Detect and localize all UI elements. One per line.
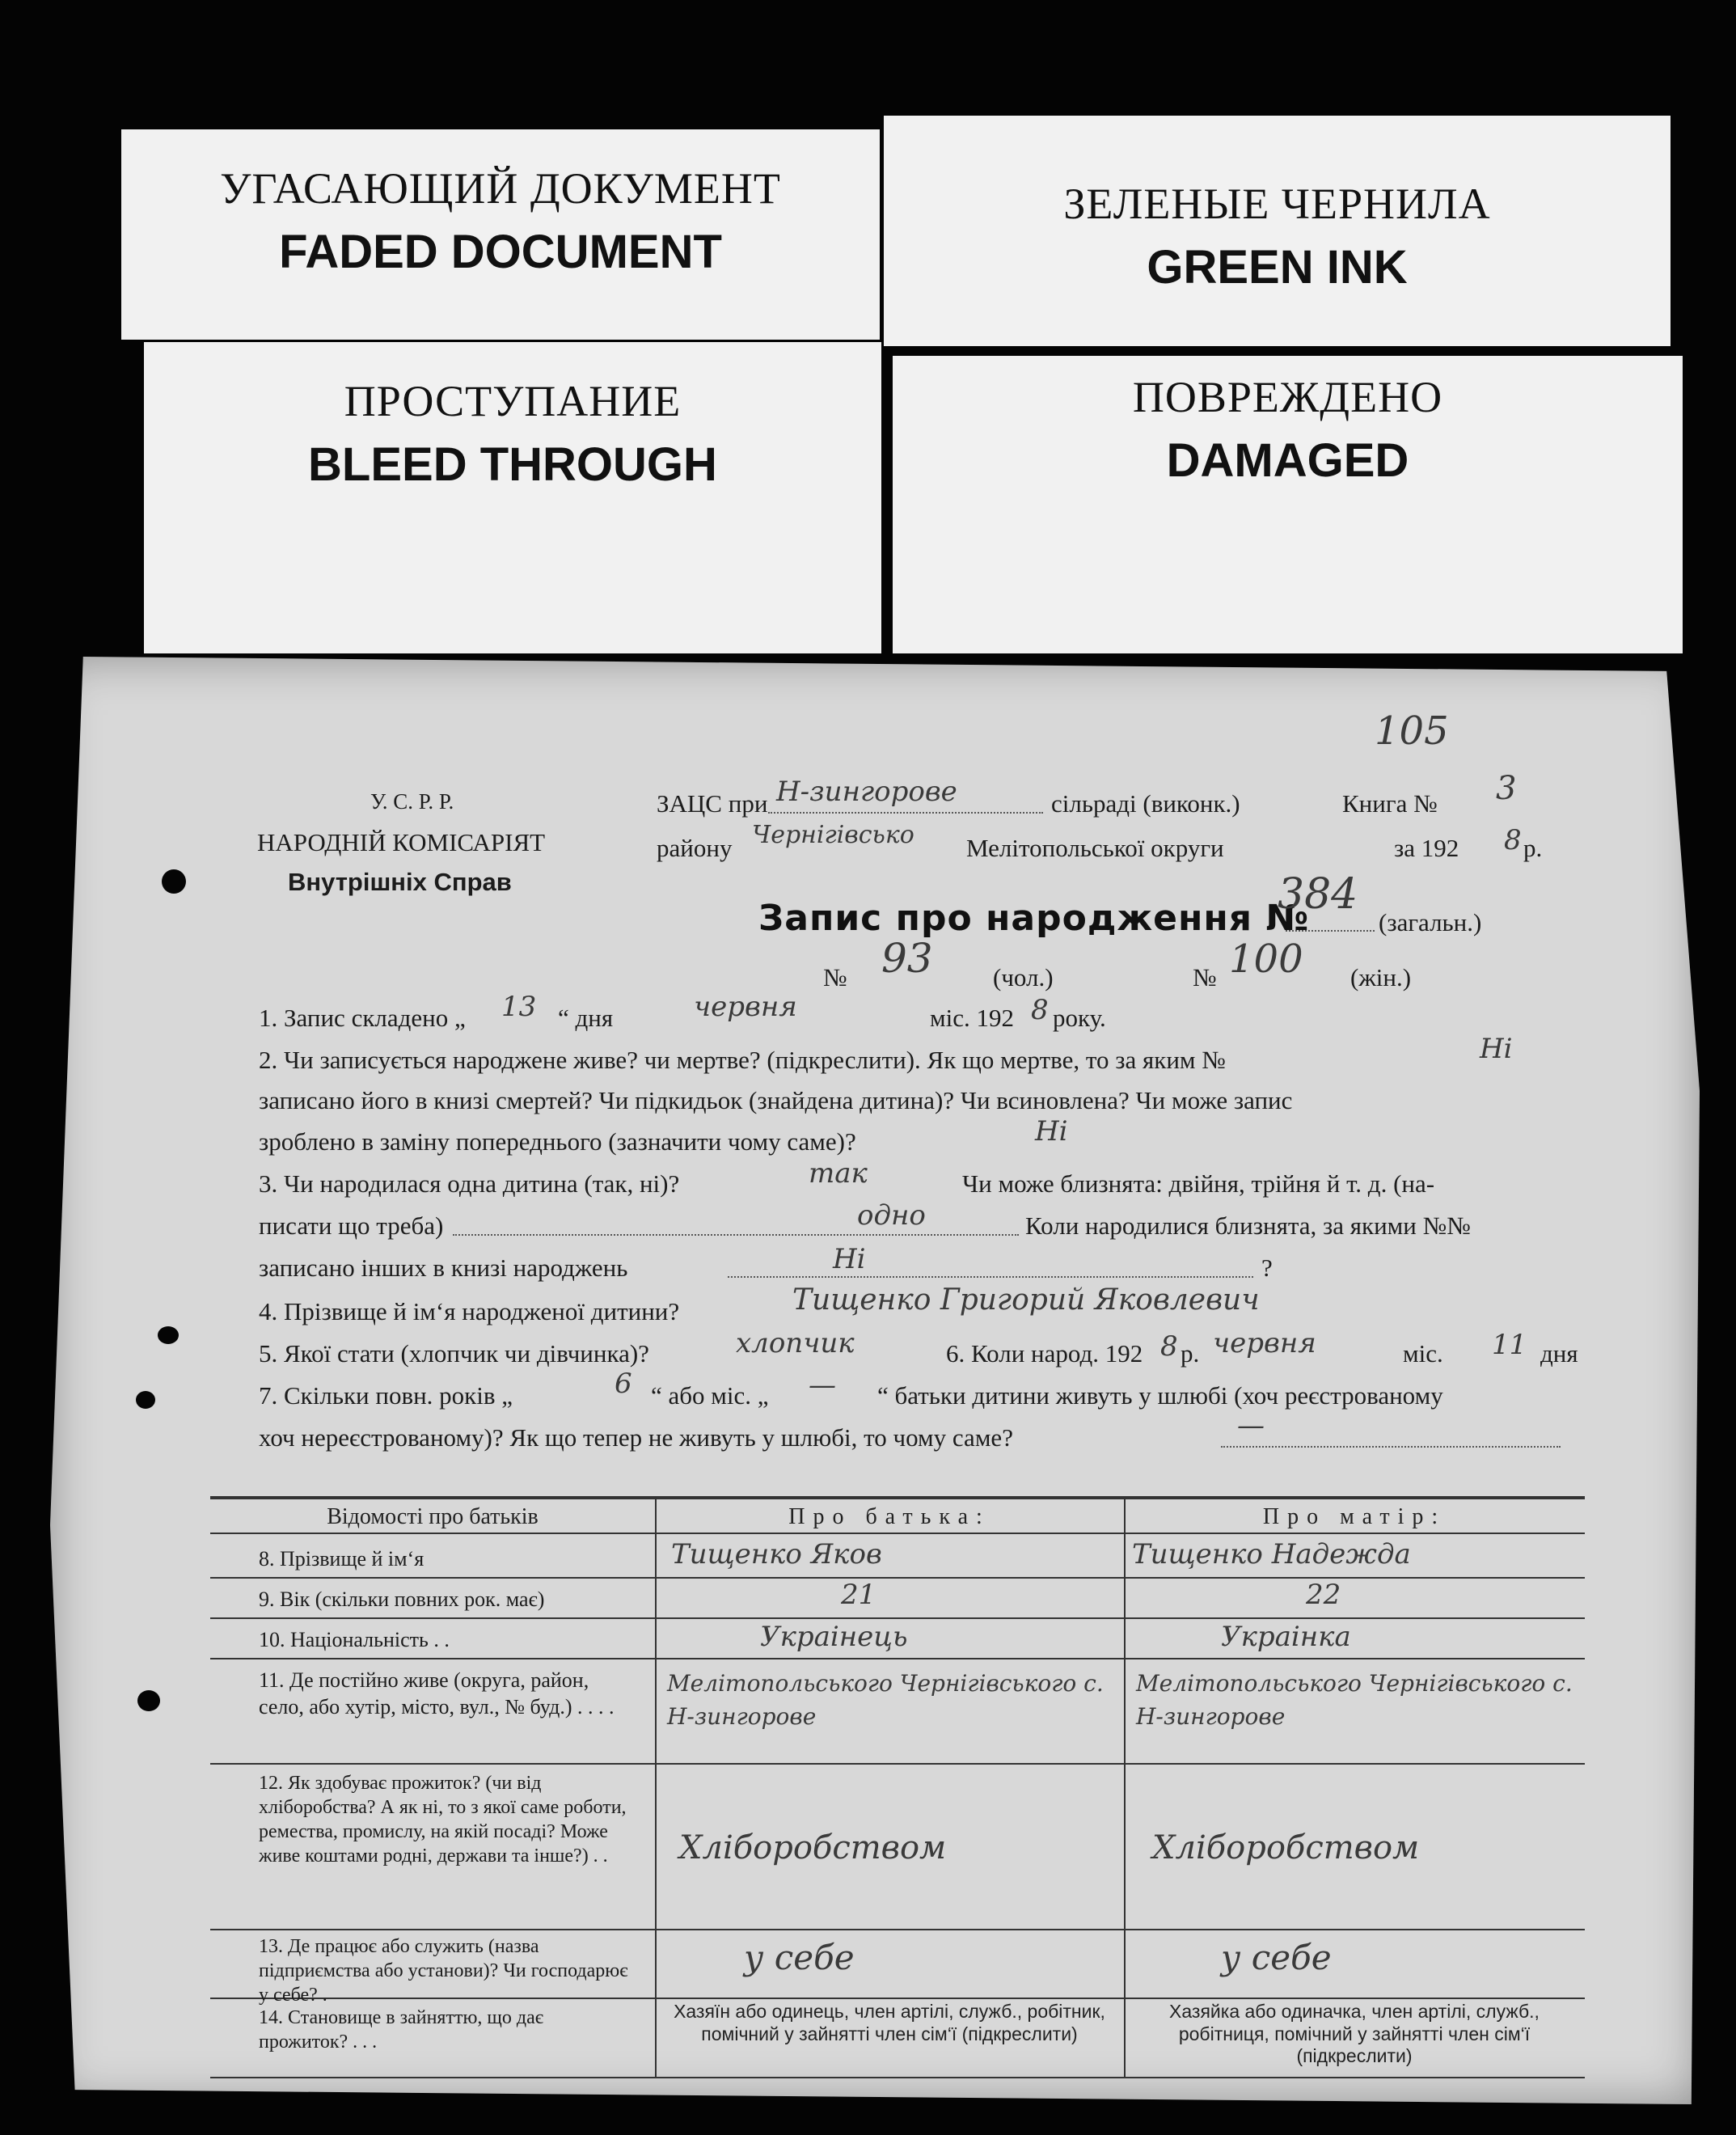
damage-hole: [136, 1391, 155, 1409]
table-row-border: [210, 1577, 1585, 1579]
faded-document-card: [121, 129, 880, 340]
faded-ru: УГАСАЮЩИЙ ДОКУМЕНТ: [220, 164, 781, 213]
year-suffix: р.: [1523, 834, 1543, 862]
q7-suffix: “ батьки дитини живуть у шлюбі (хоч реєстрованому: [877, 1381, 1443, 1410]
general-number: 384: [1278, 870, 1358, 919]
green-ink-card: [884, 116, 1671, 346]
q3e-line: [728, 1276, 1253, 1278]
q1-day: 13: [501, 991, 537, 1023]
male-label: (чол.): [993, 963, 1054, 991]
q7-months: —: [809, 1369, 836, 1401]
q1-month: червня: [694, 991, 797, 1023]
mother-workplace: у себе: [1221, 1938, 1332, 1977]
q3-line: [453, 1234, 1019, 1236]
q1-roku: року.: [1053, 1004, 1106, 1032]
q7-mid: “ або міс. „: [651, 1381, 769, 1410]
table-row-border: [210, 1763, 1585, 1765]
q3-line-a: 3. Чи народилася одна дитина (так, ні)?: [259, 1169, 680, 1198]
q6-month: червня: [1213, 1327, 1316, 1359]
q3-qmark: ?: [1261, 1254, 1273, 1282]
zags-label: ЗАЦС при: [657, 789, 768, 818]
q1-den: “ дня: [558, 1004, 614, 1032]
row-label-residence: 11. Де постійно живе (округа, район, село, або хутір, місто, вул., № буд.) . . . .: [259, 1668, 615, 1719]
damaged-ru: ПОВРЕЖДЕНО: [1132, 373, 1443, 421]
usrr-label: У. С. Р. Р.: [370, 789, 454, 814]
silradi-label: сільраді (виконк.): [1051, 789, 1240, 818]
q1-mis: міс. 192: [930, 1004, 1014, 1032]
col-info-header: Відомості про батьків: [327, 1504, 539, 1529]
bleed-en: BLEED THROUGH: [308, 438, 717, 491]
q3-line-c: писати що треба): [259, 1211, 444, 1240]
q3-other-no: Ні: [833, 1243, 866, 1275]
q4-label: 4. Прізвище й ім‘я народженої дитини?: [259, 1297, 680, 1325]
q7-line-d: хоч нереєстрованому)? Як що тепер не живуть у шлюбі, то чому саме?: [259, 1423, 1013, 1452]
q3-one-child: так: [809, 1157, 868, 1190]
year-value: 8: [1504, 824, 1522, 856]
q2-death-no: Ні: [1480, 1033, 1513, 1065]
table-col-divider: [1124, 1496, 1126, 2078]
table-head-border: [210, 1533, 1585, 1534]
q3-line-e: записано інших в книзі народжень: [259, 1254, 628, 1282]
mother-name: Тищенко Надежда: [1132, 1538, 1411, 1571]
bleed-through-card: [144, 342, 881, 653]
father-status: Хазяїн або одинець, член артілі, служб., робітник, помічний у зайнятті член сім‘ї (підкреслити): [674, 2001, 1105, 2044]
q6-mis: міс.: [1403, 1339, 1443, 1368]
q4-child-name: Тищенко Григорий Яковлевич: [792, 1283, 1260, 1317]
col-father-header: Про батька:: [788, 1504, 990, 1529]
q2-line-a: 2. Чи записується народжене живе? чи мертве? (підкреслити). Як що мертве, то за яким №: [259, 1046, 1226, 1074]
mother-residence: Мелітопольського Чернігівського с. Н-зингорове: [1136, 1670, 1573, 1730]
general-line: [1286, 930, 1375, 932]
male-number: 93: [881, 935, 933, 982]
dept-label: Внутрішніх Справ: [288, 868, 512, 896]
q7-years: 6: [615, 1368, 632, 1400]
commissariat-label: НАРОДНІЙ КОМІСАРІЯТ: [257, 828, 546, 856]
row-label-status: 14. Становище в зайняттю, що дає прожиток? . . .: [259, 2007, 544, 2053]
female-no-label: №: [1193, 963, 1217, 991]
female-number: 100: [1229, 936, 1303, 982]
male-no-label: №: [823, 963, 847, 991]
father-livelihood: Хліборобством: [679, 1829, 947, 1867]
q6-label: 6. Коли народ. 192: [946, 1339, 1143, 1368]
mother-status: Хазяйка або одиначка, член артілі, служб., робітниця, помічний у зайнятті член сім‘ї (підкреслити): [1169, 2001, 1540, 2067]
q6-day: 11: [1492, 1329, 1527, 1361]
q5-sex: хлопчик: [736, 1327, 855, 1359]
year-label: за 192: [1394, 834, 1459, 862]
row-label-name: 8. Прізвище й ім‘я: [259, 1547, 424, 1571]
rayon-value: Чернігівсько: [752, 821, 914, 849]
row-label-workplace: 13. Де працює або служить (назва підприємства або установи)? Чи господарює у себе? .: [259, 1936, 628, 2006]
q7-prefix: 7. Скільки повн. років „: [259, 1381, 513, 1410]
table-col-divider: [655, 1496, 657, 2078]
faded-en: FADED DOCUMENT: [279, 226, 722, 278]
village-value: Н-зингорове: [776, 776, 957, 808]
female-label: (жін.): [1350, 963, 1412, 991]
mother-age: 22: [1306, 1579, 1341, 1611]
damaged-card: [893, 356, 1683, 653]
damaged-en: DAMAGED: [1166, 434, 1409, 487]
damage-hole: [137, 1690, 160, 1711]
q1-year: 8: [1031, 994, 1049, 1026]
q2-line-b: записано його в книзі смертей? Чи підкидьок (знайдена дитина)? Чи всиновлена? Чи може запис: [259, 1086, 1293, 1114]
book-number: 3: [1496, 770, 1517, 807]
table-row-border: [210, 1658, 1585, 1659]
q3-line-d: Коли народилися близнята, за якими №№: [1025, 1211, 1471, 1240]
village-line: [768, 812, 1043, 814]
record-title: Запис про народження №: [758, 898, 1310, 939]
father-age: 21: [841, 1579, 876, 1611]
father-residence: Мелітопольського Чернігівського с. Н-зингорове: [667, 1670, 1104, 1730]
q5-label: 5. Якої стати (хлопчик чи дівчинка)?: [259, 1339, 649, 1368]
q6-year: 8: [1160, 1330, 1178, 1363]
father-name: Тищенко Яков: [671, 1538, 882, 1571]
q7-reason: —: [1237, 1410, 1265, 1442]
q3-twins: одно: [857, 1199, 926, 1232]
table-bottom-border: [210, 2077, 1585, 2078]
mother-livelihood: Хліборобством: [1152, 1829, 1420, 1867]
q2-line-c: зроблено в заміну попереднього (зазначити чому саме)?: [259, 1127, 856, 1156]
okrug-label: Мелітопольської округи: [966, 834, 1224, 862]
q6-dnya: дня: [1540, 1339, 1578, 1368]
q3-line-b: Чи може близнята: двійня, трійня й т. д. (на-: [962, 1169, 1435, 1198]
table-row-border: [210, 1617, 1585, 1619]
green-ru: ЗЕЛЕНЫЕ ЧЕРНИЛА: [1063, 180, 1491, 228]
q2-replace: Ні: [1035, 1115, 1068, 1148]
row-label-age: 9. Вік (скільки повних рок. має): [259, 1588, 545, 1611]
page-number: 105: [1375, 708, 1449, 754]
row-label-nationality: 10. Національність . .: [259, 1628, 450, 1651]
col-mother-header: Про матір:: [1262, 1504, 1447, 1529]
mother-nationality: Украінка: [1221, 1621, 1351, 1653]
book-label: Книга №: [1342, 789, 1438, 818]
parents-table: [210, 1496, 1585, 2078]
zagaln-label: (загальн.): [1379, 908, 1482, 936]
rayon-label: району: [657, 834, 733, 862]
father-nationality: Украінець: [760, 1621, 908, 1653]
q7-line: [1221, 1446, 1561, 1448]
green-en: GREEN INK: [1147, 241, 1408, 294]
damage-hole: [162, 869, 186, 894]
q6-r: р.: [1181, 1339, 1200, 1368]
table-top-border: [210, 1496, 1585, 1499]
father-workplace: у себе: [744, 1938, 855, 1977]
row-label-livelihood: 12. Як здобуває прожиток? (чи від хліборобства? А як ні, то з якої саме роботи, ремества, промислу, на якій посаді? Може живе коштами родні, держави та інше?) . .: [259, 1773, 627, 1867]
bleed-ru: ПРОСТУПАНИЕ: [344, 377, 682, 425]
q1-prefix: 1. Запис складено „: [259, 1004, 466, 1032]
damage-hole: [158, 1326, 179, 1344]
table-row-border: [210, 1929, 1585, 1930]
